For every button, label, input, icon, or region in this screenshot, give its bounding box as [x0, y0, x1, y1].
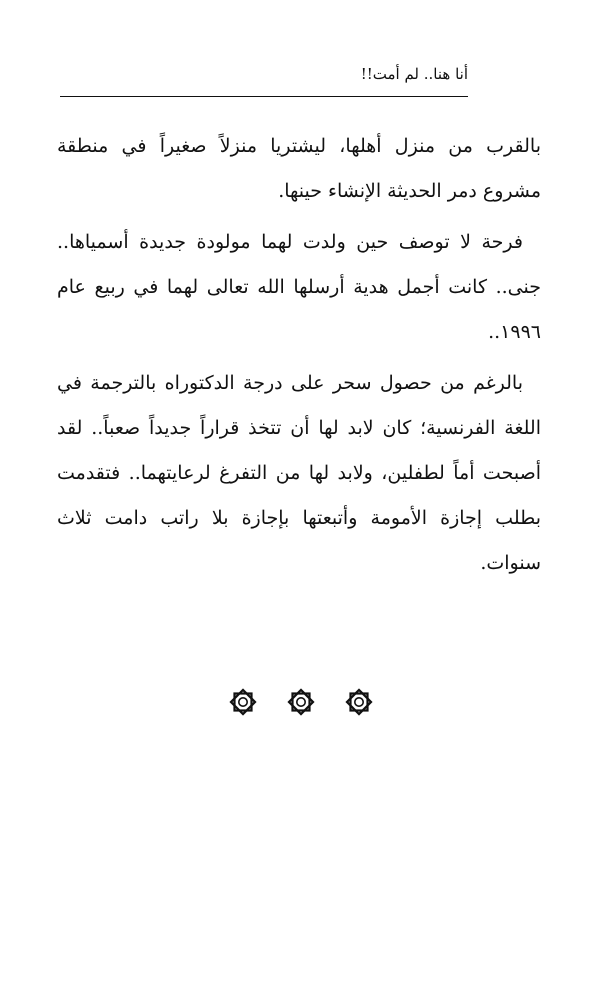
- paragraph: فرحة لا توصف حين ولدت لهما مولودة جديدة أسمياها.. جنى.. كانت أجمل هدية أرسلها الله تعالى لهما في ربيع عام ١٩٩٦..: [57, 231, 541, 343]
- eight-point-star-icon: [287, 688, 315, 716]
- eight-point-star-icon: [345, 688, 373, 716]
- section-divider-ornaments: [0, 688, 602, 724]
- running-header: أنا هنا.. لم أمت!!: [360, 65, 468, 83]
- paragraph: بالقرب من منزل أهلها، ليشتريا منزلاً صغيراً في منطقة مشروع دمر الحديثة الإنشاء حينها.: [57, 135, 541, 202]
- header-rule: [60, 96, 468, 97]
- paragraph: بالرغم من حصول سحر على درجة الدكتوراه بالترجمة في اللغة الفرنسية؛ كان لابد لها أن تتخذ قراراً جديداً صعباً.. لقد أصبحت أماً لطفلين، ولابد لها من التفرغ لرعايتهما.. فتقدمت بطلب إجازة الأمومة وأتبعتها بإجازة بلا راتب دامت ثلاث سنوات.: [57, 372, 541, 574]
- body-text: [57, 124, 541, 592]
- eight-point-star-icon: [229, 688, 257, 716]
